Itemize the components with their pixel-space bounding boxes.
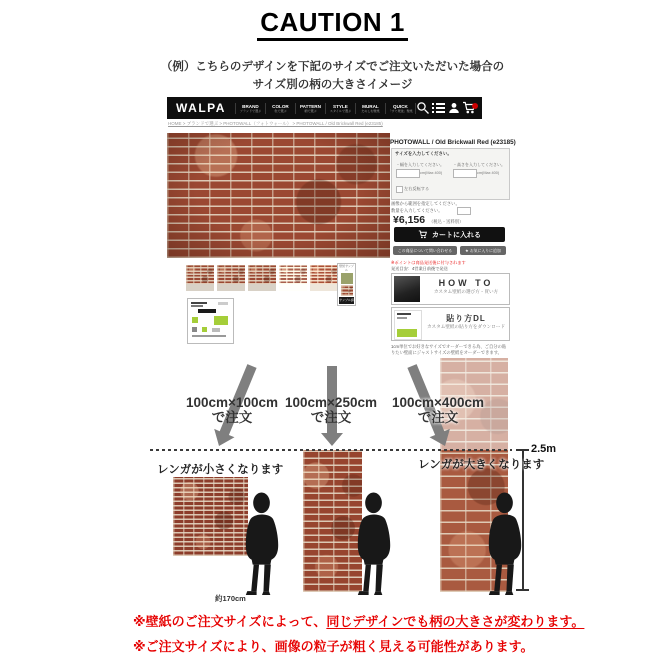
note-line1: ※壁紙のご注文サイズによって、同じデザインでも柄の大きさが変わります。 (133, 614, 585, 629)
page-title: CAUTION 1 (257, 7, 408, 41)
person-silhouette (479, 492, 532, 598)
shipping-note: 発送目安：4営業日前後で発送 (391, 266, 448, 271)
width-unit: cm(Max 400) (420, 171, 443, 175)
price: ¥6,156 (393, 214, 426, 226)
flip-label: 左右反転する (404, 186, 430, 191)
caption-larger: レンガが大きくなります (418, 459, 545, 471)
range-label: 画像から範囲を指定してください。 (391, 201, 460, 206)
howto-title: HOW TO (438, 278, 494, 288)
inquiry-button[interactable]: この商品について問い合わせる (393, 246, 457, 255)
nav-item-brand[interactable]: BRAND ブランドで選ぶ (235, 103, 265, 114)
download-desc: カスタム壁紙の貼り方をダウンロード (426, 324, 506, 329)
nav-item-style[interactable]: STYLE スタイルで選ぶ (325, 103, 355, 114)
height-label: ・高さを入力してください。 (453, 162, 505, 167)
nav-item-quick[interactable]: QUICK 「すぐ発送」壁紙 (385, 103, 416, 114)
qty-label: 数量を入力してください。 (391, 208, 443, 213)
subtitle-line2: サイズ別の柄の大きさイメージ (252, 79, 413, 91)
person-silhouette (348, 492, 401, 598)
sample-request-button[interactable]: サンプル請求 (339, 298, 354, 309)
favorite-button[interactable]: ★ お気に入りに追加 (460, 246, 506, 255)
ceiling-dashed-line (150, 449, 512, 451)
nav-item-pattern[interactable]: PATTERN 柄で選ぶ (295, 103, 325, 114)
order-label-250: 100cm×250cm で注文 (285, 395, 377, 425)
download-title: 貼り方DL (446, 314, 486, 323)
price-note: （税込・送料別） (429, 219, 464, 224)
width-label: ・幅を入力してください。 (396, 162, 444, 167)
site-logo[interactable]: WALPA (176, 101, 226, 115)
height-unit: cm(Max 400) (477, 171, 500, 175)
person-silhouette (236, 492, 289, 598)
product-title: PHOTOWALL / Old Brickwall Red (e23185) (390, 139, 516, 146)
sample-label: 壁紙サンプル (339, 264, 354, 272)
size-form-label: サイズを入力してください。 (395, 151, 452, 156)
breadcrumb[interactable]: HOME > ブランドで選ぶ > PHOTOWALL（フォトウォール） > PHOTOWALL / Old Brickwall Red (e23185) (168, 121, 383, 126)
point-note: ※ポイントは商品発送後に付与されます (391, 260, 466, 265)
order-footnote: 1cm単位でお好きなサイズでオーダーできる為、ご自分の貼りたい壁面にジャストサイズの壁紙をオーダーできます。 (391, 344, 507, 355)
note-line2: ※ご注文サイズにより、画像の粒子が粗く見える可能性があります。 (133, 639, 534, 654)
person-height-label: 約170cm (215, 594, 246, 603)
nav-item-mural[interactable]: MURAL たのしむ壁紙 (355, 103, 385, 114)
measure-cap-top (516, 449, 529, 451)
order-label-400: 100cm×400cm で注文 (392, 395, 484, 425)
subtitle-line1: （例）こちらのデザインを下記のサイズでご注文いただいた場合の (160, 61, 505, 73)
ceiling-height-label: 2.5m (531, 443, 557, 455)
caption-smaller: レンガが小さくなります (157, 464, 284, 476)
howto-desc: カスタム壁紙の選び方・買い方 (433, 289, 499, 294)
cart-button-label: カートに入れる (432, 231, 481, 239)
order-label-100: 100cm×100cm で注文 (186, 395, 278, 425)
nav-item-color[interactable]: COLOR 色で選ぶ (265, 103, 295, 114)
